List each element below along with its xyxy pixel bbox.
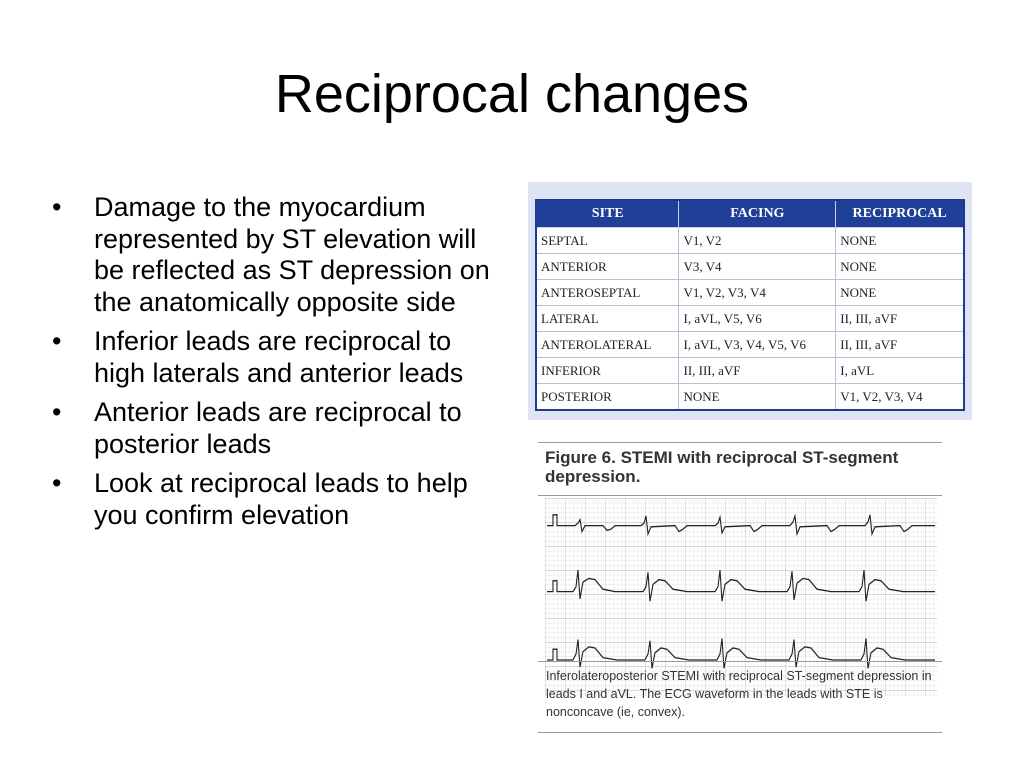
bullet-text: Anterior leads are reciprocal to posterior leads [94,397,462,459]
table-row [536,280,964,306]
cell-reciprocal: V1, V2, V3, V4 [836,384,964,411]
reciprocal-leads-table [535,199,965,411]
cell-site: ANTEROSEPTAL [536,280,679,306]
column-header-site: SITE [536,200,679,228]
cell-site: ANTERIOR [536,254,679,280]
table-row [536,384,964,411]
cell-site: INFERIOR [536,358,679,384]
table-row [536,358,964,384]
bullet-item [52,468,497,531]
figure-bottom-rule [538,732,942,733]
cell-facing: II, III, aVF [679,358,836,384]
table-row [536,254,964,280]
figure-title: Figure 6. STEMI with reciprocal ST-segment depression. [545,448,899,486]
bullet-item [52,397,497,460]
table-header-row [536,200,964,228]
cell-facing: V1, V2, V3, V4 [679,280,836,306]
table-row [536,306,964,332]
ecg-figure [538,438,942,734]
figure-caption: Inferolateroposterior STEMI with reciprocal ST-segment depression in leads I and aVL. The ECG waveform in the leads with STE is nonconcave (ie, convex). [546,669,932,719]
cell-facing: V3, V4 [679,254,836,280]
column-header-facing: FACING [679,200,836,228]
figure-caption-rule [538,661,942,662]
cell-facing: NONE [679,384,836,411]
bullet-text: Damage to the myocardium represented by ST elevation will be reflected as ST depression on the anatomically opposite side [94,192,490,317]
bullet-dot-icon: • [52,326,62,356]
figure-top-rule [538,442,942,443]
bullet-dot-icon: • [52,468,62,498]
bullet-text: Look at reciprocal leads to help you confirm elevation [94,468,468,530]
figure-title-rule [538,495,942,496]
cell-reciprocal: NONE [836,254,964,280]
cell-site: LATERAL [536,306,679,332]
cell-site: SEPTAL [536,228,679,254]
cell-facing: I, aVL, V5, V6 [679,306,836,332]
reciprocal-table-image [528,182,972,420]
table-row [536,332,964,358]
cell-reciprocal: II, III, aVF [836,306,964,332]
cell-site: ANTEROLATERAL [536,332,679,358]
table-row [536,228,964,254]
cell-reciprocal: II, III, aVF [836,332,964,358]
cell-site: POSTERIOR [536,384,679,411]
cell-facing: V1, V2 [679,228,836,254]
cell-reciprocal: I, aVL [836,358,964,384]
bullet-dot-icon: • [52,192,62,222]
column-header-reciprocal: RECIPROCAL [836,200,964,228]
bullet-dot-icon: • [52,397,62,427]
cell-reciprocal: NONE [836,280,964,306]
bullet-item [52,192,497,318]
cell-reciprocal: NONE [836,228,964,254]
slide-title: Reciprocal changes [274,64,750,124]
cell-facing: I, aVL, V3, V4, V5, V6 [679,332,836,358]
bullet-list [52,192,497,539]
bullet-item [52,326,497,389]
bullet-text: Inferior leads are reciprocal to high laterals and anterior leads [94,326,464,388]
